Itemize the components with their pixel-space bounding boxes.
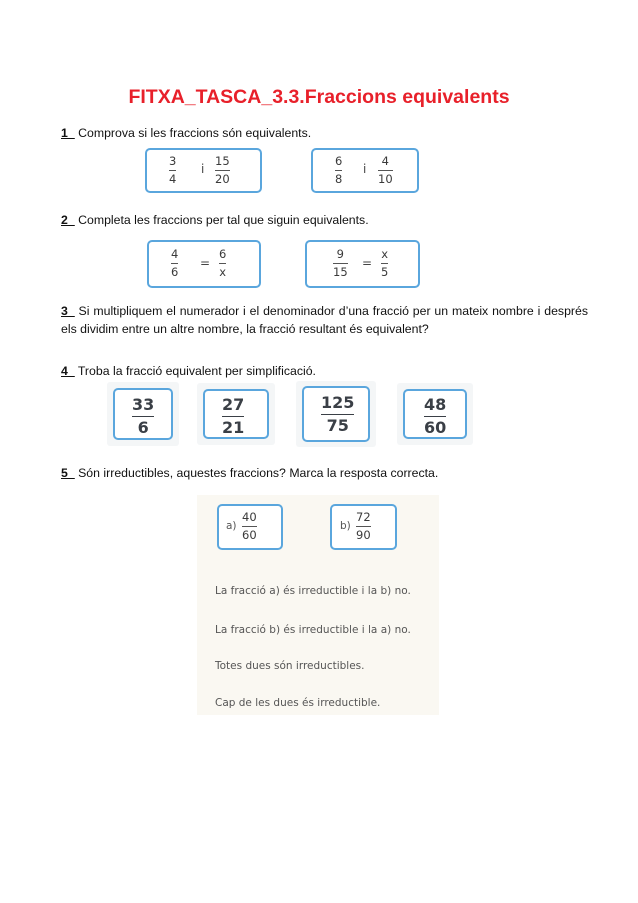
fraction-bar [333,263,348,264]
q5-item-a-box [217,504,283,550]
q2-pair-1-separator: = [200,256,211,270]
q5-item-b-box [330,504,397,550]
denominator: 20 [215,171,230,186]
fraction-bar [219,263,226,264]
q1-pair-2-fraction-b [378,155,393,185]
q4-fraction-4 [424,396,446,437]
numerator: 6 [335,154,343,168]
numerator: 4 [381,154,389,168]
fraction-bar [242,526,257,527]
denominator: 6 [137,418,149,438]
page-title: FITXA_TASCA_3.3.Fraccions equivalents [128,86,510,108]
q1-pair-1-box [145,148,262,193]
numerator: 6 [219,247,227,261]
question-3-text: Si multipliquem el numerador i el denominador d’una fracció per un mateix nombre i després els dividim entre un altre nombre, la fracció resultant és equivalent? [61,304,588,336]
numerator: 15 [215,154,230,168]
question-4-number: 4_ [61,364,75,378]
fraction-bar [335,170,342,171]
q1-pair-2-box [311,148,419,193]
q5-option-1[interactable]: La fracció a) és irreductible i la b) no. [215,585,411,597]
q2-pair-1-fraction-b [219,248,226,278]
numerator: 40 [242,510,257,524]
numerator: 9 [336,247,344,261]
denominator: 4 [169,171,177,186]
q2-pair-2-box [305,240,420,288]
question-3 [61,302,588,338]
denominator: 90 [356,527,371,542]
q5-item-b-label: b) [340,520,351,532]
q4-fraction-3-box [302,386,370,442]
q5-item-b-fraction [356,511,371,541]
question-2-text: Completa les fraccions per tal que siguin equivalents. [74,213,369,227]
q4-fraction-2-box [203,389,269,439]
fraction-bar [169,170,176,171]
numerator: 48 [424,395,447,414]
q5-option-2[interactable]: La fracció b) és irreductible i la a) no. [215,624,411,636]
fraction-bar [381,263,388,264]
question-4 [61,362,588,380]
denominator: 5 [381,264,389,279]
q2-pair-2-fraction-a [333,248,348,278]
fraction-bar [424,416,446,418]
denominator: 6 [171,264,179,279]
fraction-bar [222,416,244,418]
denominator: 15 [333,264,348,279]
question-5-number: 5_ [61,466,75,480]
fraction-bar [321,414,354,416]
question-5 [61,464,588,482]
question-4-text: Troba la fracció equivalent per simplificació. [74,364,316,378]
question-2-number: 2_ [61,213,75,227]
fraction-bar [356,526,371,527]
question-2 [61,211,588,229]
denominator: 10 [378,171,393,186]
denominator: x [219,264,227,279]
q5-item-a-fraction [242,511,257,541]
q1-pair-1-fraction-b [215,155,230,185]
question-1-text: Comprova si les fraccions són equivalents. [74,126,312,140]
fraction-bar [378,170,393,171]
q1-pair-1-fraction-a [169,155,176,185]
question-1 [61,124,588,142]
q2-pair-2-separator: = [362,256,373,270]
q4-fraction-3 [321,394,354,435]
q2-pair-1-fraction-a [171,248,178,278]
numerator: 72 [356,510,371,524]
fraction-bar [132,416,154,418]
q5-item-a-label: a) [226,520,237,532]
q4-fraction-4-box [403,389,467,439]
denominator: 8 [335,171,343,186]
denominator: 75 [326,416,349,436]
fraction-bar [171,263,178,264]
q5-option-3[interactable]: Totes dues són irreductibles. [215,660,365,672]
numerator: 33 [132,395,155,414]
question-5-text: Són irreductibles, aquestes fraccions? Marca la resposta correcta. [74,466,439,480]
numerator: 125 [321,393,355,412]
q1-pair-1-separator: i [201,162,205,176]
numerator: x [381,247,389,261]
q4-fraction-1-box [113,388,173,440]
numerator: 3 [169,154,177,168]
numerator: 27 [222,395,245,414]
q2-pair-1-box [147,240,261,288]
question-1-number: 1_ [61,126,75,140]
numerator: 4 [171,247,179,261]
denominator: 21 [222,418,245,438]
fraction-bar [215,170,230,171]
q4-fraction-2 [222,396,244,437]
q1-pair-2-fraction-a [335,155,342,185]
q4-fraction-1 [132,396,154,437]
q5-option-4[interactable]: Cap de les dues és irreductible. [215,697,381,709]
question-3-number: 3_ [61,304,75,318]
denominator: 60 [424,418,447,438]
q1-pair-2-separator: i [363,162,367,176]
denominator: 60 [242,527,257,542]
q2-pair-2-fraction-b [381,248,388,278]
